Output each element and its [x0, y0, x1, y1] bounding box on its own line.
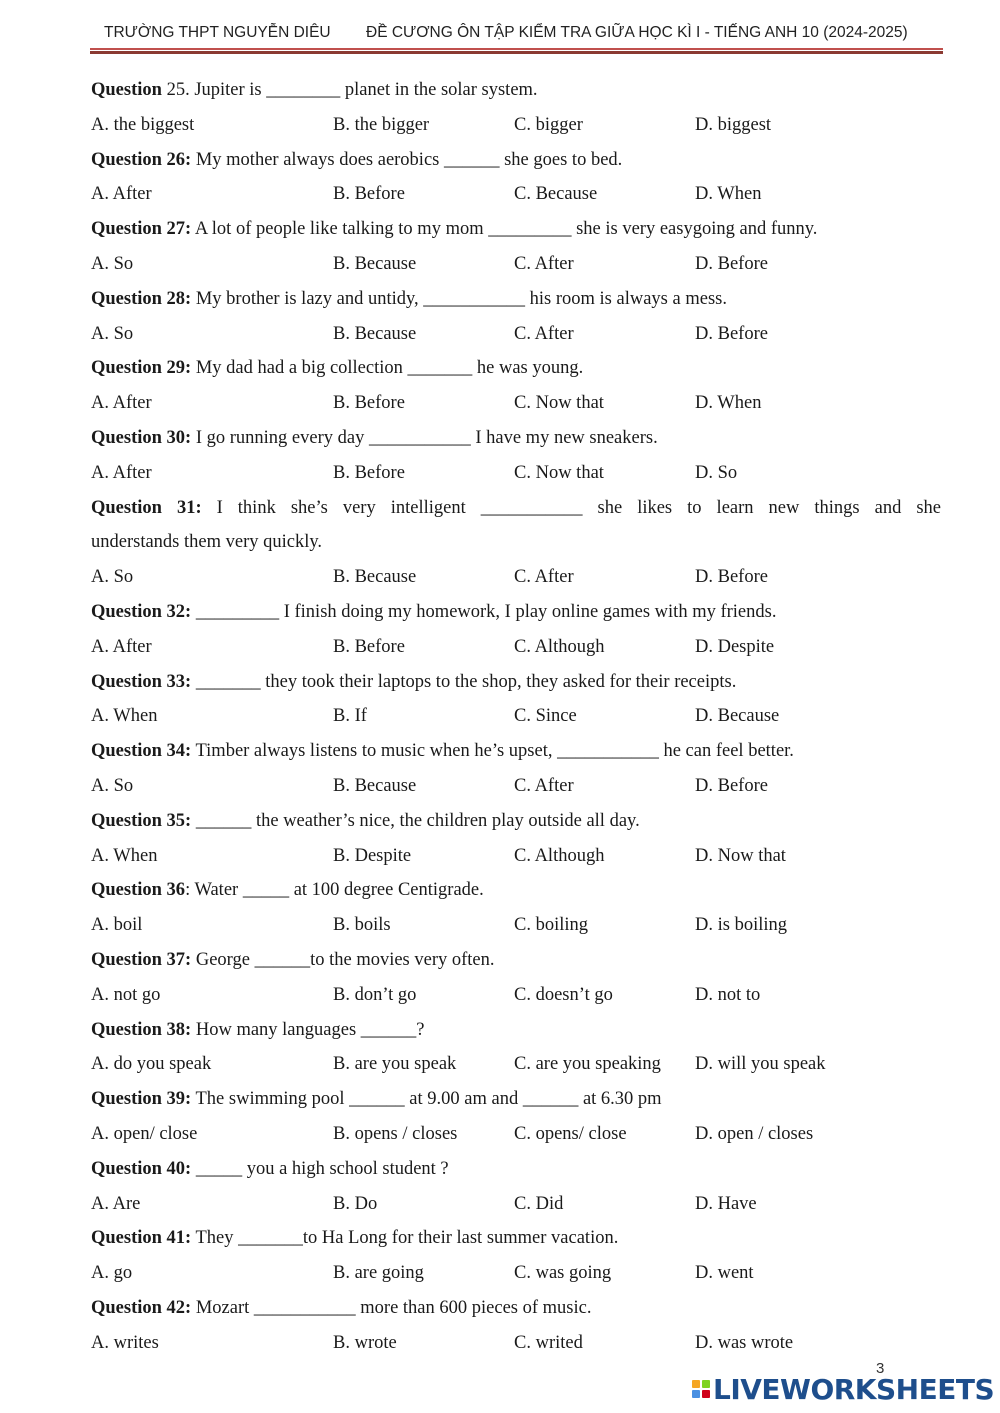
option-b[interactable]: B. Do [333, 1193, 378, 1214]
logo-square [702, 1380, 710, 1388]
answer-options [91, 1190, 941, 1225]
question-stem [91, 494, 941, 529]
question-text: I think she’s very intelligent ___________ she likes to learn new things and she [201, 497, 941, 518]
logo-square [702, 1390, 710, 1398]
answer-options [91, 842, 941, 877]
question-text: Timber always listens to music when he’s upset, ___________ he can feel better. [191, 741, 794, 762]
option-c[interactable]: C. Did [514, 1193, 564, 1214]
option-c[interactable]: C. bigger [514, 114, 583, 135]
answer-options [91, 702, 941, 737]
option-a[interactable]: A. After [91, 462, 152, 483]
option-b[interactable]: B. are going [333, 1263, 424, 1284]
question-stem [91, 1224, 941, 1259]
option-a[interactable]: A. not go [91, 984, 161, 1005]
option-d[interactable]: D. Now that [695, 845, 786, 866]
option-c[interactable]: C. boiling [514, 915, 589, 936]
option-b[interactable]: B. the bigger [333, 114, 430, 135]
option-a[interactable]: A. open/ close [91, 1123, 198, 1144]
option-a[interactable]: A. After [91, 393, 152, 414]
question-label: Question 42: [91, 1297, 192, 1318]
question-label: Question 38: [91, 1019, 192, 1040]
answer-options [91, 1050, 941, 1085]
option-b[interactable]: B. Before [333, 636, 405, 657]
option-b[interactable]: B. don’t go [333, 984, 417, 1005]
question-label: Question 28: [91, 288, 192, 309]
question-list [91, 76, 941, 1363]
option-a[interactable]: A. do you speak [91, 1054, 212, 1075]
option-a[interactable]: A. writes [91, 1332, 159, 1353]
option-a[interactable]: A. When [91, 845, 158, 866]
question-text: How many languages ______? [191, 1019, 425, 1040]
option-c[interactable]: C. Since [514, 706, 577, 727]
question-text: ______ the weather’s nice, the children play outside all day. [191, 810, 640, 831]
option-b[interactable]: B. If [333, 706, 367, 727]
question-text: : Water _____ at 100 degree Centigrade. [185, 880, 484, 901]
question-label: Question 41: [91, 1228, 192, 1249]
question-text: They _______to Ha Long for their last summer vacation. [191, 1228, 619, 1249]
option-d[interactable]: D. will you speak [695, 1054, 826, 1075]
option-d[interactable]: D. So [695, 462, 738, 483]
question-label: Question 33: [91, 671, 192, 692]
logo-square [692, 1380, 700, 1388]
option-a[interactable]: A. So [91, 567, 134, 588]
question-label: Question 26: [91, 149, 192, 170]
question-stem [91, 76, 941, 111]
question-text-continued: understands them very quickly. [91, 532, 323, 553]
option-b[interactable]: B. Before [333, 184, 405, 205]
logo-text: LIVEWORKSHEETS [713, 1372, 995, 1406]
option-c[interactable]: C. After [514, 567, 574, 588]
answer-options [91, 1329, 941, 1364]
answer-options [91, 772, 941, 807]
option-a[interactable]: A. So [91, 323, 134, 344]
question-label: Question 40: [91, 1158, 192, 1179]
option-b[interactable]: B. Because [333, 775, 417, 796]
option-c[interactable]: C. was going [514, 1263, 612, 1284]
question-text: My mother always does aerobics ______ she goes to bed. [191, 149, 623, 170]
question-stem [91, 285, 941, 320]
option-c[interactable]: C. Now that [514, 462, 604, 483]
logo-square [692, 1390, 700, 1398]
option-d[interactable]: D. Before [695, 567, 768, 588]
question-text: My brother is lazy and untidy, ___________ his room is always a mess. [191, 288, 727, 309]
option-b[interactable]: B. wrote [333, 1332, 397, 1353]
answer-options [91, 563, 941, 598]
question-label: Question 31: [91, 497, 202, 518]
school-name: TRƯỜNG THPT NGUYỄN DIÊU [104, 24, 331, 41]
question-stem [91, 946, 941, 981]
option-d[interactable]: D. Before [695, 253, 768, 274]
option-b[interactable]: B. Despite [333, 845, 412, 866]
question-stem [91, 668, 941, 703]
question-stem [91, 424, 941, 459]
question-text: Jupiter is ________ planet in the solar system. [189, 80, 538, 100]
option-d[interactable]: D. was wrote [695, 1332, 794, 1353]
option-c[interactable]: C. opens/ close [514, 1123, 627, 1144]
question-label: Question 29: [91, 358, 192, 379]
option-c[interactable]: C. After [514, 775, 574, 796]
question-text: _____ you a high school student ? [191, 1158, 449, 1179]
option-b[interactable]: B. boils [333, 915, 391, 936]
answer-options [91, 111, 941, 146]
question-stem [91, 215, 941, 250]
question-stem [91, 354, 941, 389]
option-b[interactable]: B. Because [333, 323, 417, 344]
question-text: I go running every day ___________ I have my new sneakers. [191, 427, 658, 448]
option-b[interactable]: B. opens / closes [333, 1123, 458, 1144]
question-label: Question 30: [91, 427, 192, 448]
option-a[interactable]: A. go [91, 1263, 133, 1284]
question-stem [91, 1155, 941, 1190]
question-stem [91, 146, 941, 181]
page-number: 3 [876, 1360, 885, 1377]
answer-options [91, 389, 941, 424]
option-a[interactable]: A. boil [91, 915, 143, 936]
option-a[interactable]: A. So [91, 253, 134, 274]
answer-options [91, 180, 941, 215]
option-c[interactable]: C. Now that [514, 393, 604, 414]
option-a[interactable]: A. Are [91, 1193, 141, 1214]
question-stem [91, 1085, 941, 1120]
option-d[interactable]: D. Before [695, 775, 768, 796]
liveworksheets-logo [692, 1372, 994, 1406]
option-d[interactable]: D. is boiling [695, 915, 787, 936]
answer-options [91, 320, 941, 355]
question-label: Question [91, 80, 162, 100]
answer-options [91, 981, 941, 1016]
question-label: Question 27: [91, 219, 192, 240]
question-stem [91, 1294, 941, 1329]
option-d[interactable]: D. open / closes [695, 1123, 814, 1144]
option-a[interactable]: A. After [91, 636, 152, 657]
answer-options [91, 633, 941, 668]
question-stem [91, 876, 941, 911]
option-c[interactable]: C. After [514, 253, 574, 274]
question-text: George ______to the movies very often. [191, 949, 495, 970]
answer-options [91, 1120, 941, 1155]
option-d[interactable]: D. Because [695, 706, 780, 727]
question-label: Question 39: [91, 1089, 192, 1110]
option-c[interactable]: C. Because [514, 184, 598, 205]
option-a[interactable]: A. When [91, 706, 158, 727]
option-a[interactable]: A. After [91, 184, 152, 205]
option-b[interactable]: B. are you speak [333, 1054, 457, 1075]
option-d[interactable]: D. When [695, 393, 762, 414]
logo-mark-icon [692, 1380, 710, 1398]
option-d[interactable]: D. Have [695, 1193, 757, 1214]
option-d[interactable]: D. went [695, 1263, 754, 1284]
question-label: Question 34: [91, 741, 192, 762]
question-stem [91, 737, 941, 772]
option-d[interactable]: D. Despite [695, 636, 775, 657]
option-b[interactable]: B. Because [333, 253, 417, 274]
option-a[interactable]: A. So [91, 775, 134, 796]
question-stem [91, 1016, 941, 1051]
option-d[interactable]: D. Before [695, 323, 768, 344]
header-rule-thin [90, 48, 943, 50]
option-c[interactable]: C. After [514, 323, 574, 344]
answer-options [91, 459, 941, 494]
option-b[interactable]: B. Before [333, 393, 405, 414]
option-c[interactable]: C. writed [514, 1332, 583, 1353]
question-stem [91, 807, 941, 842]
option-d[interactable]: D. biggest [695, 114, 772, 135]
option-c[interactable]: C. are you speaking [514, 1054, 661, 1075]
question-text: The swimming pool ______ at 9.00 am and ______ at 6.30 pm [191, 1089, 662, 1110]
question-number: 25. [161, 80, 190, 100]
question-text: My dad had a big collection _______ he was young. [191, 358, 584, 379]
option-c[interactable]: C. doesn’t go [514, 984, 613, 1005]
answer-options [91, 1259, 941, 1294]
option-a[interactable]: A. the biggest [91, 114, 195, 135]
option-d[interactable]: D. When [695, 184, 762, 205]
question-label: Question 32: [91, 601, 192, 622]
question-text: _________ I finish doing my homework, I play online games with my friends. [191, 601, 777, 622]
question-text: _______ they took their laptops to the shop, they asked for their receipts. [191, 671, 737, 692]
header-rule-thick [90, 51, 943, 54]
question-label: Question 36 [91, 880, 186, 901]
document-title: ĐỀ CƯƠNG ÔN TẬP KIỂM TRA GIỮA HỌC KÌ I - TIẾNG ANH 10 (2024-2025) [366, 24, 908, 41]
option-c[interactable]: C. Although [514, 636, 605, 657]
answer-options [91, 911, 941, 946]
option-b[interactable]: B. Because [333, 567, 417, 588]
question-label: Question 35: [91, 810, 192, 831]
answer-options [91, 250, 941, 285]
option-d[interactable]: D. not to [695, 984, 761, 1005]
option-b[interactable]: B. Before [333, 462, 405, 483]
question-text: A lot of people like talking to my mom _________ she is very easygoing and funny. [191, 219, 818, 240]
question-label: Question 37: [91, 949, 192, 970]
question-stem [91, 598, 941, 633]
question-text: Mozart ___________ more than 600 pieces of music. [191, 1297, 592, 1318]
option-c[interactable]: C. Although [514, 845, 605, 866]
